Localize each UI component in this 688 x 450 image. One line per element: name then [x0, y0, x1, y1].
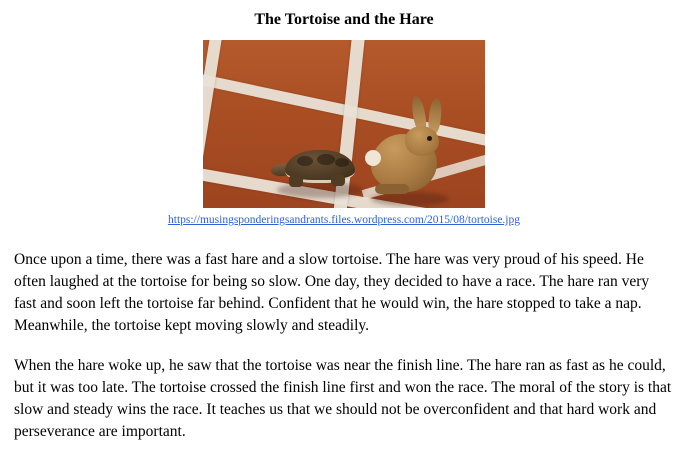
shell-plate: [335, 158, 349, 167]
story-paragraph-2: When the hare woke up, he saw that the tortoise was near the finish line. The hare ran as fast as he could, but it was too late. The tortoise crossed the finish line first and won the race. The moral of the story is that slow and steady wins the race. It teaches us that we should not be overconfident and that hard work and perseverance are important.: [14, 357, 672, 440]
story-paragraph-1: Once upon a time, there was a fast hare and a slow tortoise. The hare was very proud of his speed. He often laughed at the tortoise for being so slow. One day, they decided to have a race. The hare ran very fast and soon left the tortoise far behind. Confident that he would win, the hare stopped to take a nap. Meanwhile, the tortoise kept moving slowly and steadily.: [14, 251, 650, 334]
figure: [10, 40, 678, 227]
tortoise-figure: [269, 148, 369, 192]
tortoise-leg: [289, 175, 303, 187]
hare-tail: [365, 150, 381, 166]
shell-plate: [297, 156, 313, 166]
tortoise-and-hare-image: [203, 40, 485, 208]
tortoise-leg: [331, 175, 345, 186]
hare-head: [405, 126, 439, 156]
image-caption: [10, 213, 678, 227]
shell-plate: [317, 154, 335, 165]
hare-figure: [361, 96, 457, 196]
hare-foot: [375, 184, 409, 194]
page-title: The Tortoise and the Hare: [254, 11, 434, 28]
hare-eye: [427, 136, 432, 141]
image-source-link[interactable]: https://musingsponderingsandrants.files.wordpress.com/2015/08/tortoise.jpg: [168, 214, 520, 226]
